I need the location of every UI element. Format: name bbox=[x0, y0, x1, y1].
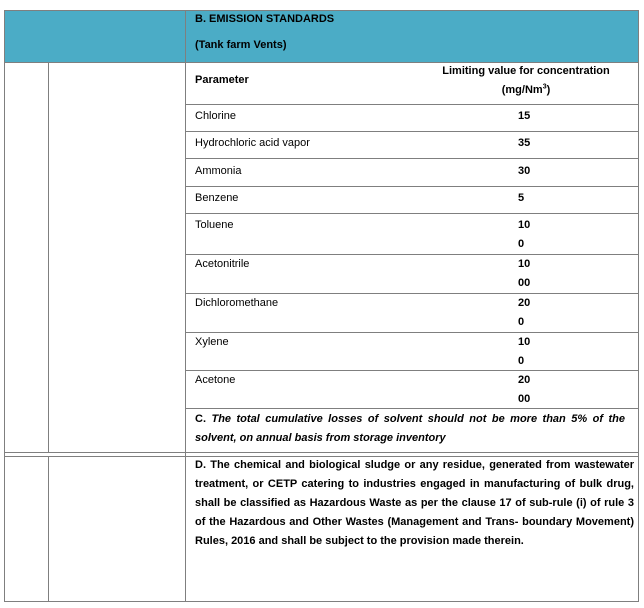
limit-value-cell-continued: 0 bbox=[518, 355, 525, 367]
row-divider bbox=[185, 131, 639, 132]
limit-value-cell-continued: 00 bbox=[518, 277, 531, 289]
row-divider bbox=[185, 254, 639, 255]
limit-value-cell: 20 bbox=[518, 297, 531, 309]
limit-value-cell-continued: 0 bbox=[518, 316, 525, 328]
column-divider-3 bbox=[48, 456, 49, 602]
parameter-cell: Chlorine bbox=[195, 110, 236, 122]
limit-value-cell: 10 bbox=[518, 258, 531, 270]
column-divider-2 bbox=[185, 10, 186, 602]
parameter-cell: Xylene bbox=[195, 336, 229, 348]
limit-value-cell: 35 bbox=[518, 137, 531, 149]
limit-value-cell-continued: 0 bbox=[518, 238, 525, 250]
limit-value-cell-continued: 00 bbox=[518, 393, 531, 405]
table-header-rule bbox=[185, 104, 639, 105]
limit-column-header-line2: (mg/Nm$^3$) bbox=[501, 83, 551, 96]
limit-value-cell: 30 bbox=[518, 165, 531, 177]
section-b-title: B. EMISSION STANDARDS bbox=[195, 13, 335, 25]
parameter-cell: Benzene bbox=[195, 192, 239, 204]
parameter-cell: Toluene bbox=[195, 219, 234, 231]
row-divider bbox=[185, 158, 639, 159]
limit-value-cell: 10 bbox=[518, 219, 531, 231]
section-b-subtitle: (Tank farm Vents) bbox=[195, 39, 287, 51]
row-divider bbox=[185, 370, 639, 371]
parameter-column-header: Parameter bbox=[195, 74, 249, 86]
parameter-cell: Ammonia bbox=[195, 165, 242, 177]
limit-value-cell: 20 bbox=[518, 374, 531, 386]
parameter-cell: Acetone bbox=[195, 374, 236, 386]
column-divider-1 bbox=[48, 63, 49, 452]
limit-value-cell: 5 bbox=[518, 192, 525, 204]
limit-value-cell: 15 bbox=[518, 110, 531, 122]
parameter-cell: Hydrochloric acid vapor bbox=[195, 137, 310, 149]
row-divider bbox=[185, 332, 639, 333]
value-column-guide bbox=[414, 63, 415, 408]
parameter-cell: Acetonitrile bbox=[195, 258, 250, 270]
row-divider bbox=[185, 186, 639, 187]
parameter-cell: Dichloromethane bbox=[195, 297, 279, 309]
section-separator-top bbox=[4, 452, 639, 453]
section-d-note: D. The chemical and biological sludge or any residue, generated from wastewater treatment, or CETP catering to industries engaged in manufacturing of bulk drug, shall be classified as Hazardous Waste as per the clause 17 of sub-rule (i) of rule 3 of the Hazardous and Other Wastes (Management and Trans- boundary Movement) Rules, 2016 and shall be subject to the provision made therein. bbox=[195, 459, 634, 547]
limit-value-cell: 10 bbox=[518, 336, 531, 348]
row-divider bbox=[185, 213, 639, 214]
row-divider bbox=[185, 408, 639, 409]
limit-column-header-line1: Limiting value for concentration bbox=[442, 65, 610, 77]
section-c-note: C. The total cumulative losses of solvent should not be more than 5% of the solvent, on annual basis from storage inventory bbox=[195, 413, 625, 444]
